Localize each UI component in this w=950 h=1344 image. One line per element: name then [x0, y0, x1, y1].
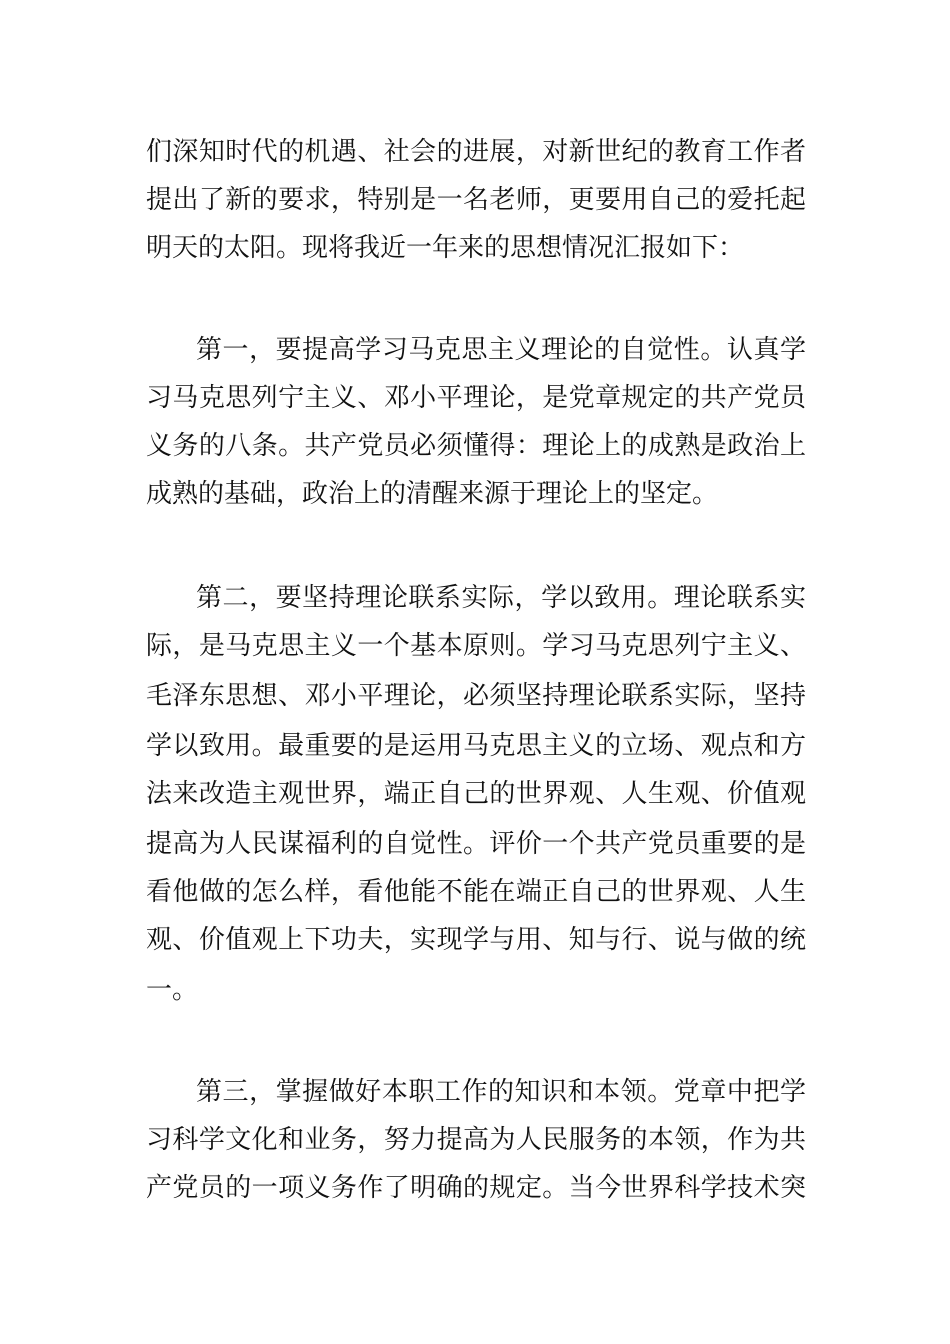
paragraph-line: 法来改造主观世界，端正自己的世界观、人生观、价值观 — [146, 779, 806, 809]
paragraph-line: 成熟的基础，政治上的清醒来源于理论上的坚定。 — [146, 479, 719, 509]
paragraph-line: 习马克思列宁主义、邓小平理论，是党章规定的共产党员 — [146, 383, 806, 413]
paragraph-line: 毛泽东思想、邓小平理论，必须坚持理论联系实际，坚持 — [146, 681, 806, 711]
paragraph-line: 产党员的一项义务作了明确的规定。当今世界科学技术突 — [146, 1173, 806, 1203]
paragraph-line: 提出了新的要求，特别是一名老师，更要用自己的爱托起 — [146, 185, 806, 215]
paragraph-line: 学以致用。最重要的是运用马克思主义的立场、观点和方 — [146, 731, 806, 761]
paragraph-line: 第一，要提高学习马克思主义理论的自觉性。认真学 — [196, 335, 806, 365]
paragraph-line: 明天的太阳。现将我近一年来的思想情况汇报如下： — [146, 233, 745, 263]
paragraph-line: 一。 — [146, 975, 199, 1005]
paragraph-line: 们深知时代的机遇、社会的进展，对新世纪的教育工作者 — [146, 137, 806, 167]
paragraph-line: 第二，要坚持理论联系实际，学以致用。理论联系实 — [196, 583, 806, 613]
paragraph-line: 际，是马克思主义一个基本原则。学习马克思列宁主义、 — [146, 631, 806, 661]
paragraph-line: 观、价值观上下功夫，实现学与用、知与行、说与做的统 — [146, 925, 806, 955]
paragraph-line: 提高为人民谋福利的自觉性。评价一个共产党员重要的是 — [146, 829, 806, 859]
paragraph-line: 习科学文化和业务，努力提高为人民服务的本领，作为共 — [146, 1125, 806, 1155]
paragraph-line: 看他做的怎么样，看他能不能在端正自己的世界观、人生 — [146, 877, 806, 907]
paragraph-line: 第三，掌握做好本职工作的知识和本领。党章中把学 — [196, 1077, 806, 1107]
paragraph-line: 义务的八条。共产党员必须懂得：理论上的成熟是政治上 — [146, 431, 806, 461]
